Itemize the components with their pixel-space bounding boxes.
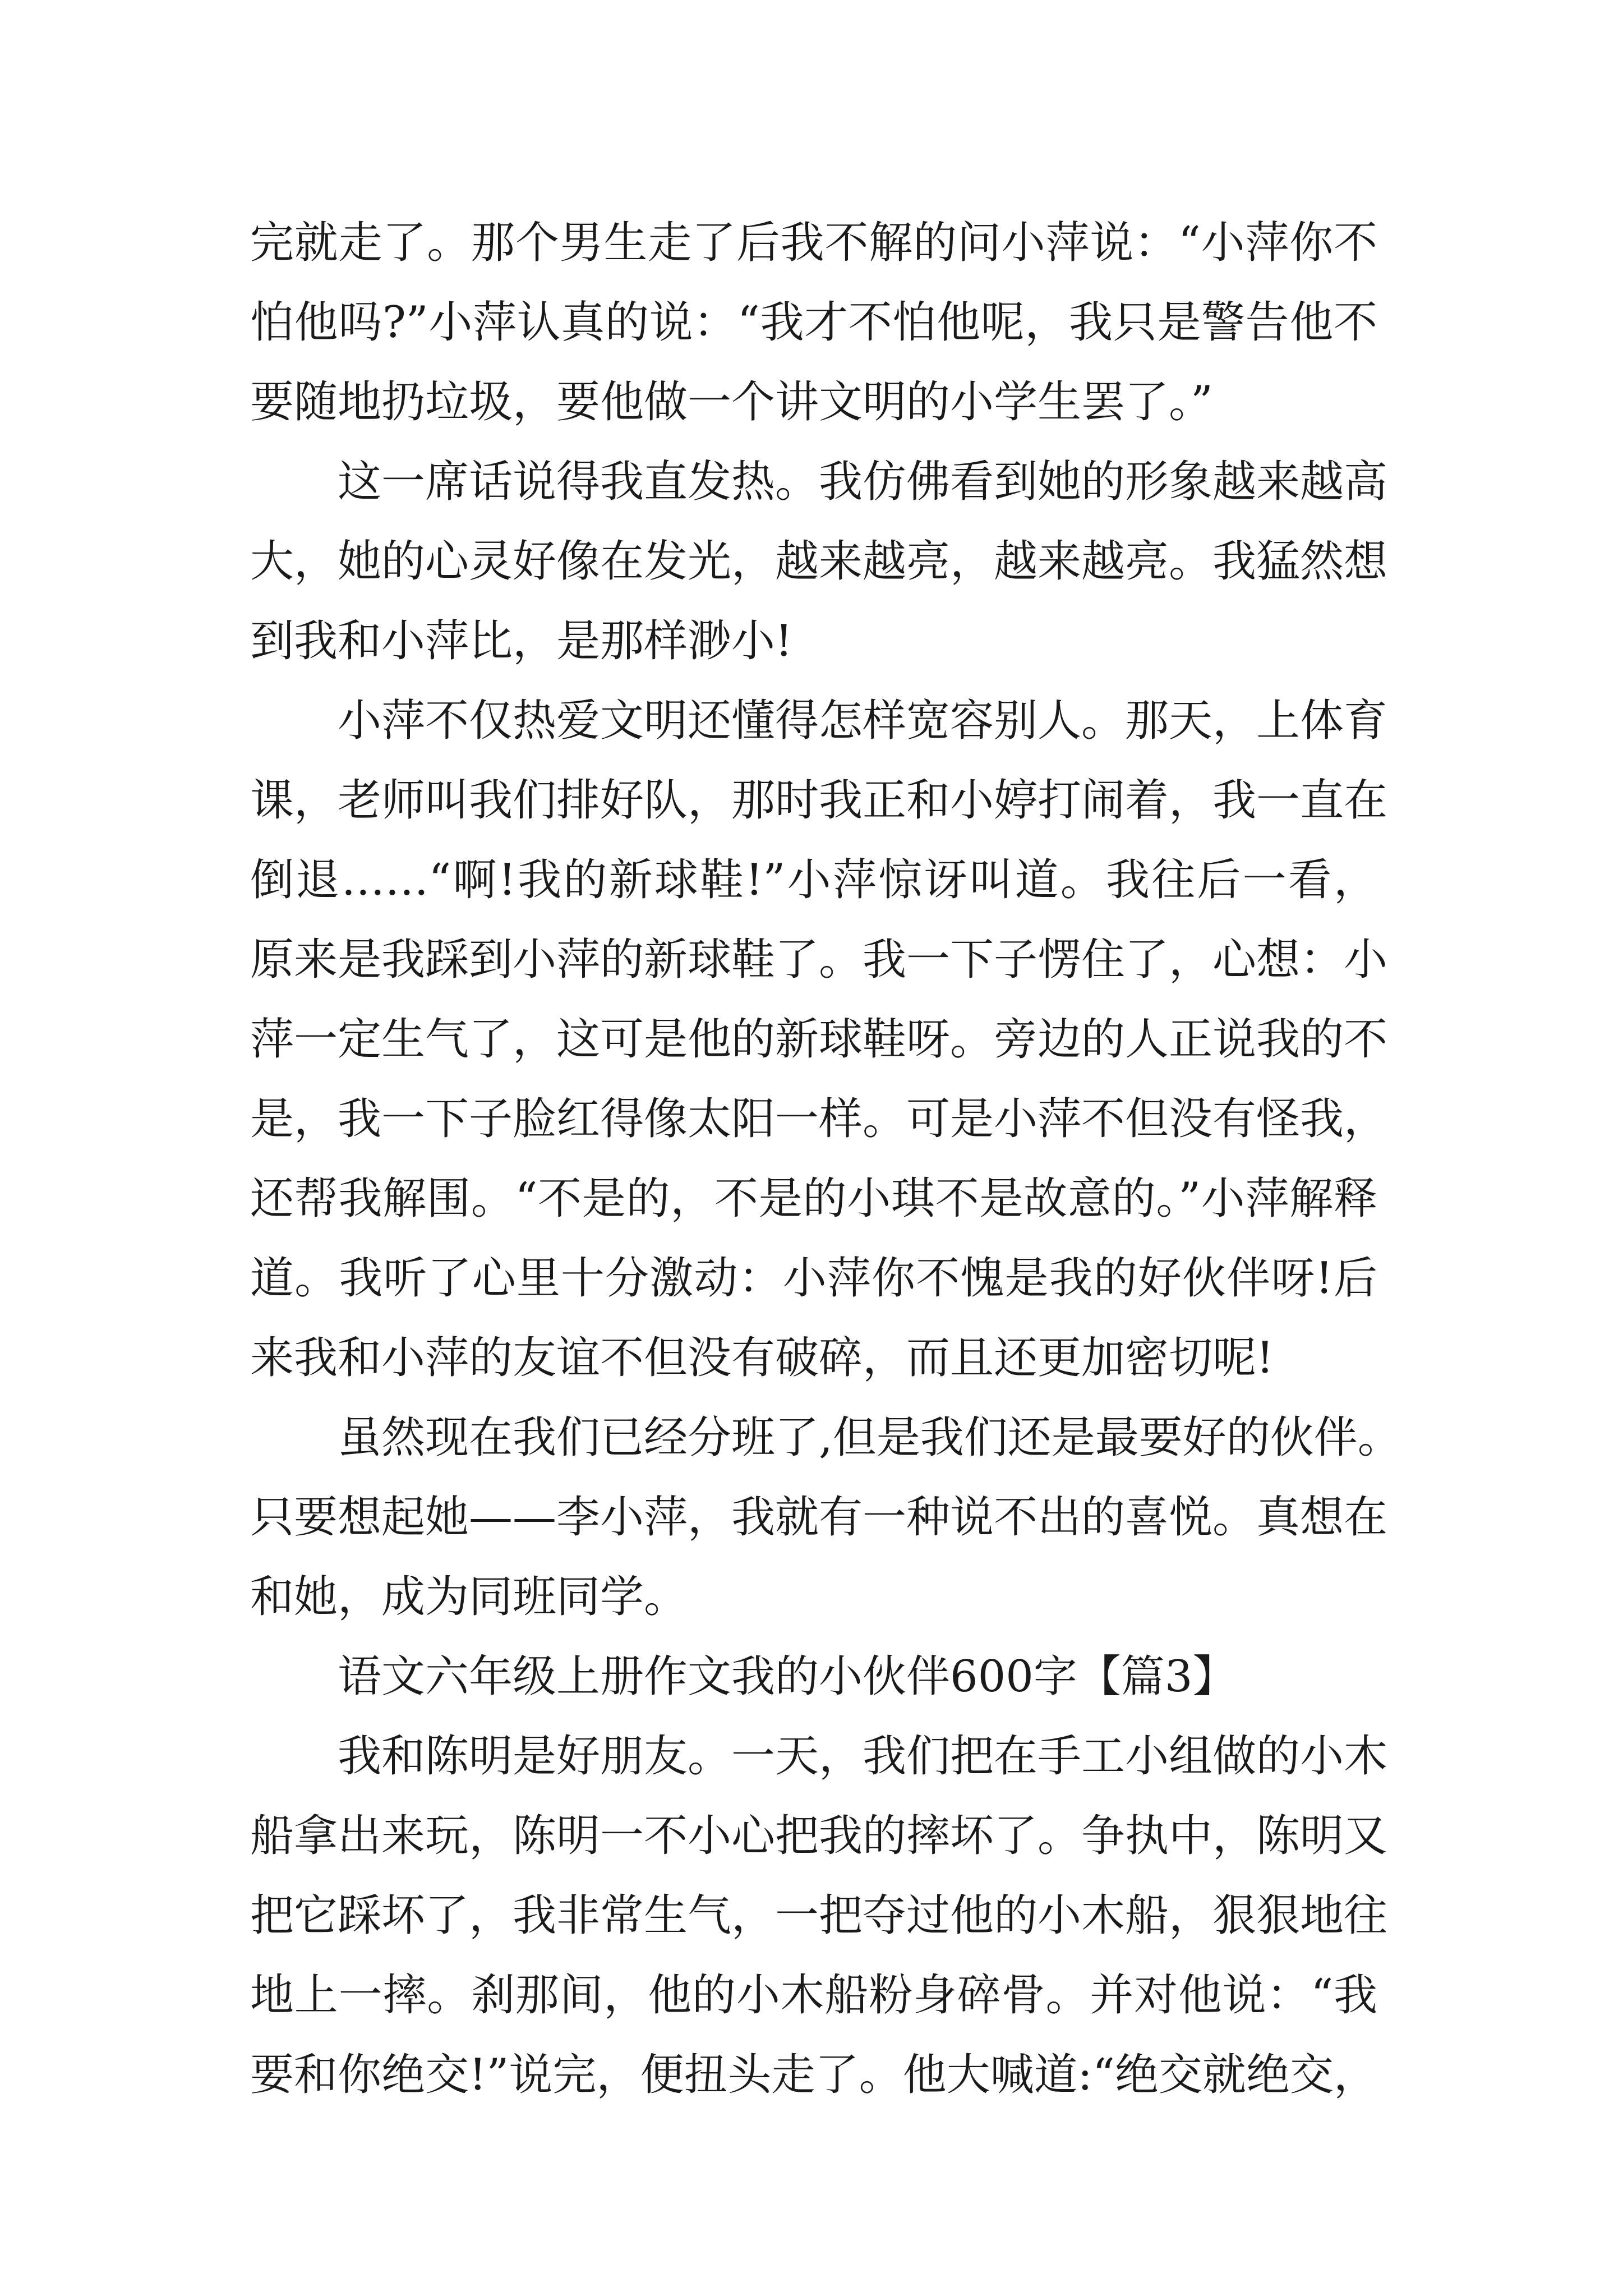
text-line: 来我和小萍的友谊不但没有破碎，而且还更加密切呢! [250,1333,1274,1383]
text-line: 完就走了。那个男生走了后我不解的问小萍说：“小萍你不 [250,218,1377,268]
text-line: 和她，成为同班同学。 [250,1572,688,1622]
text-line: 船拿出来玩，陈明一不小心把我的摔坏了。争执中，陈明又 [250,1811,1388,1861]
text-line: 地上一摔。刹那间，他的小木船粉身碎骨。并对他说：“我 [250,1970,1377,2021]
text-line: 课，老师叫我们排好队，那时我正和小婷打闹着，我一直在 [250,775,1388,826]
paragraph-start-line: 我和陈明是好朋友。一天，我们把在手工小组做的小木 [338,1731,1388,1782]
text-line: 是，我一下子脸红得像太阳一样。可是小萍不但没有怪我， [250,1094,1388,1144]
text-line: 要随地扔垃圾，要他做一个讲文明的小学生罢了。” [250,377,1213,427]
paragraph-start-line: 这一席话说得我直发热。我仿佛看到她的形象越来越高 [338,457,1388,507]
section-heading: 语文六年级上册作文我的小伙伴600字【篇3】 [338,1651,1237,1702]
paragraph-start-line: 虽然现在我们已经分班了,但是我们还是最要好的伙伴。 [338,1412,1401,1463]
text-line: 怕他吗?”小萍认真的说：“我才不怕他呢，我只是警告他不 [250,297,1377,348]
text-line: 大，她的心灵好像在发光，越来越亮，越来越亮。我猛然想 [250,536,1388,587]
paragraph-start-line: 小萍不仅热爱文明还懂得怎样宽容别人。那天，上体育 [338,696,1388,746]
text-line: 倒退……“啊!我的新球鞋!”小萍惊讶叫道。我往后一看， [250,855,1377,905]
text-line: 只要想起她——李小萍，我就有一种说不出的喜悦。真想在 [250,1492,1388,1543]
text-line: 要和你绝交!”说完，便扭头走了。他大喊道:“绝交就绝交， [250,2050,1377,2100]
text-line: 把它踩坏了，我非常生气，一把夺过他的小木船，狠狠地往 [250,1890,1388,1941]
text-line: 萍一定生气了，这可是他的新球鞋呀。旁边的人正说我的不 [250,1014,1388,1065]
text-line: 到我和小萍比，是那样渺小! [250,616,793,666]
text-line: 道。我听了心里十分激动：小萍你不愧是我的好伙伴呀!后 [250,1253,1377,1304]
article-body [250,203,1401,2115]
text-line: 还帮我解围。“不是的，不是的小琪不是故意的。”小萍解释 [250,1174,1377,1224]
text-line: 原来是我踩到小萍的新球鞋了。我一下子愣住了，心想：小 [250,935,1388,985]
